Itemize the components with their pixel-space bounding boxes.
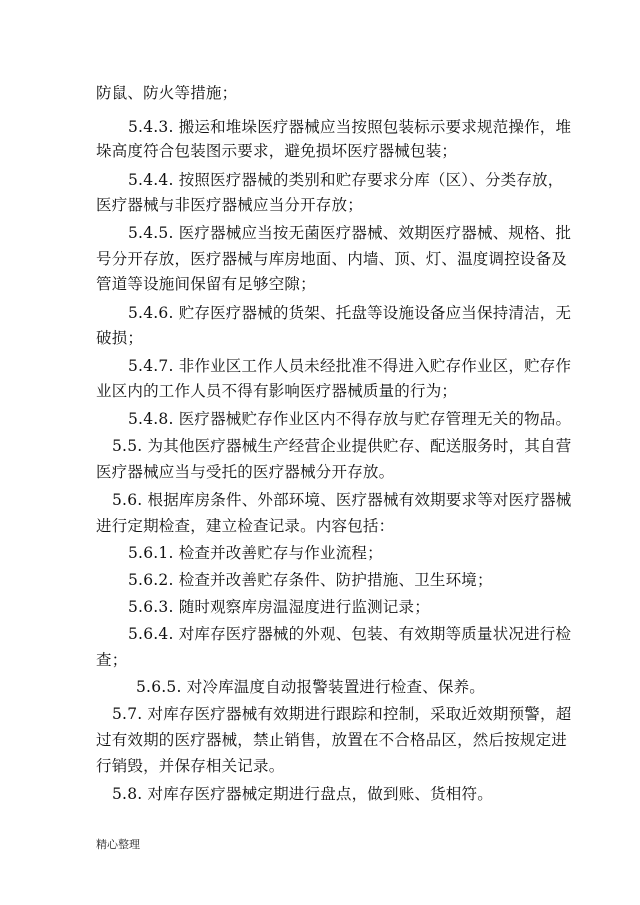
text-line: 垛高度符合包装图示要求，避免损坏医疗器械包装； (96, 142, 458, 160)
text-line: 5.6.5. 对冷库温度自动报警装置进行检查、保养。 (136, 678, 485, 696)
text-line: 医疗器械与非医疗器械应当分开存放； (96, 196, 363, 214)
text-line: 5.4.8. 医疗器械贮存作业区内不得存放与贮存管理无关的物品。 (128, 410, 572, 428)
text-line: 防鼠、防火等措施； (96, 84, 238, 102)
text-line: 号分开存放，医疗器械与库房地面、内墙、顶、灯、温度调控设备及 (96, 250, 568, 268)
text-line: 5.6.1. 检查并改善贮存与作业流程； (128, 544, 383, 562)
page-footer: 精心整理 (96, 838, 140, 851)
text-line: 进行定期检查，建立检查记录。内容包括： (96, 517, 395, 535)
text-line: 5.4.5. 医疗器械应当按无菌医疗器械、效期医疗器械、规格、批 (128, 224, 572, 242)
text-line: 管道等设施间保留有足够空隙； (96, 275, 316, 293)
text-line: 5.4.7. 非作业区工作人员未经批准不得进入贮存作业区，贮存作 (128, 357, 572, 375)
text-line: 医疗器械应当与受托的医疗器械分开存放。 (96, 463, 395, 481)
text-line: 5.4.6. 贮存医疗器械的货架、托盘等设施设备应当保持清洁，无 (128, 304, 572, 322)
text-line: 业区内的工作人员不得有影响医疗器械质量的行为； (96, 382, 458, 400)
text-line: 5.6.2. 检查并改善贮存条件、防护措施、卫生环境； (128, 571, 493, 589)
text-line: 5.4.4. 按照医疗器械的类别和贮存要求分库（区）、分类存放， (128, 171, 564, 189)
text-line: 5.6. 根据库房条件、外部环境、医疗器械有效期要求等对医疗器械 (112, 491, 572, 509)
text-line: 5.5. 为其他医疗器械生产经营企业提供贮存、配送服务时，其自营 (112, 437, 572, 455)
text-line: 5.8. 对库存医疗器械定期进行盘点，做到账、货相符。 (112, 785, 493, 803)
text-line: 5.6.4. 对库存医疗器械的外观、包装、有效期等质量状况进行检 (128, 625, 572, 643)
text-line: 5.7. 对库存医疗器械有效期进行跟踪和控制，采取近效期预警，超 (112, 705, 572, 723)
text-line: 查； (96, 651, 128, 669)
text-line: 5.6.3. 随时观察库房温湿度进行监测记录； (128, 598, 430, 616)
text-line: 5.4.3. 搬运和堆垛医疗器械应当按照包装标示要求规范操作，堆 (128, 118, 572, 136)
text-line: 行销毁，并保存相关记录。 (96, 757, 285, 775)
text-line: 过有效期的医疗器械，禁止销售，放置在不合格品区，然后按规定进 (96, 731, 568, 749)
text-line: 破损； (96, 329, 144, 347)
